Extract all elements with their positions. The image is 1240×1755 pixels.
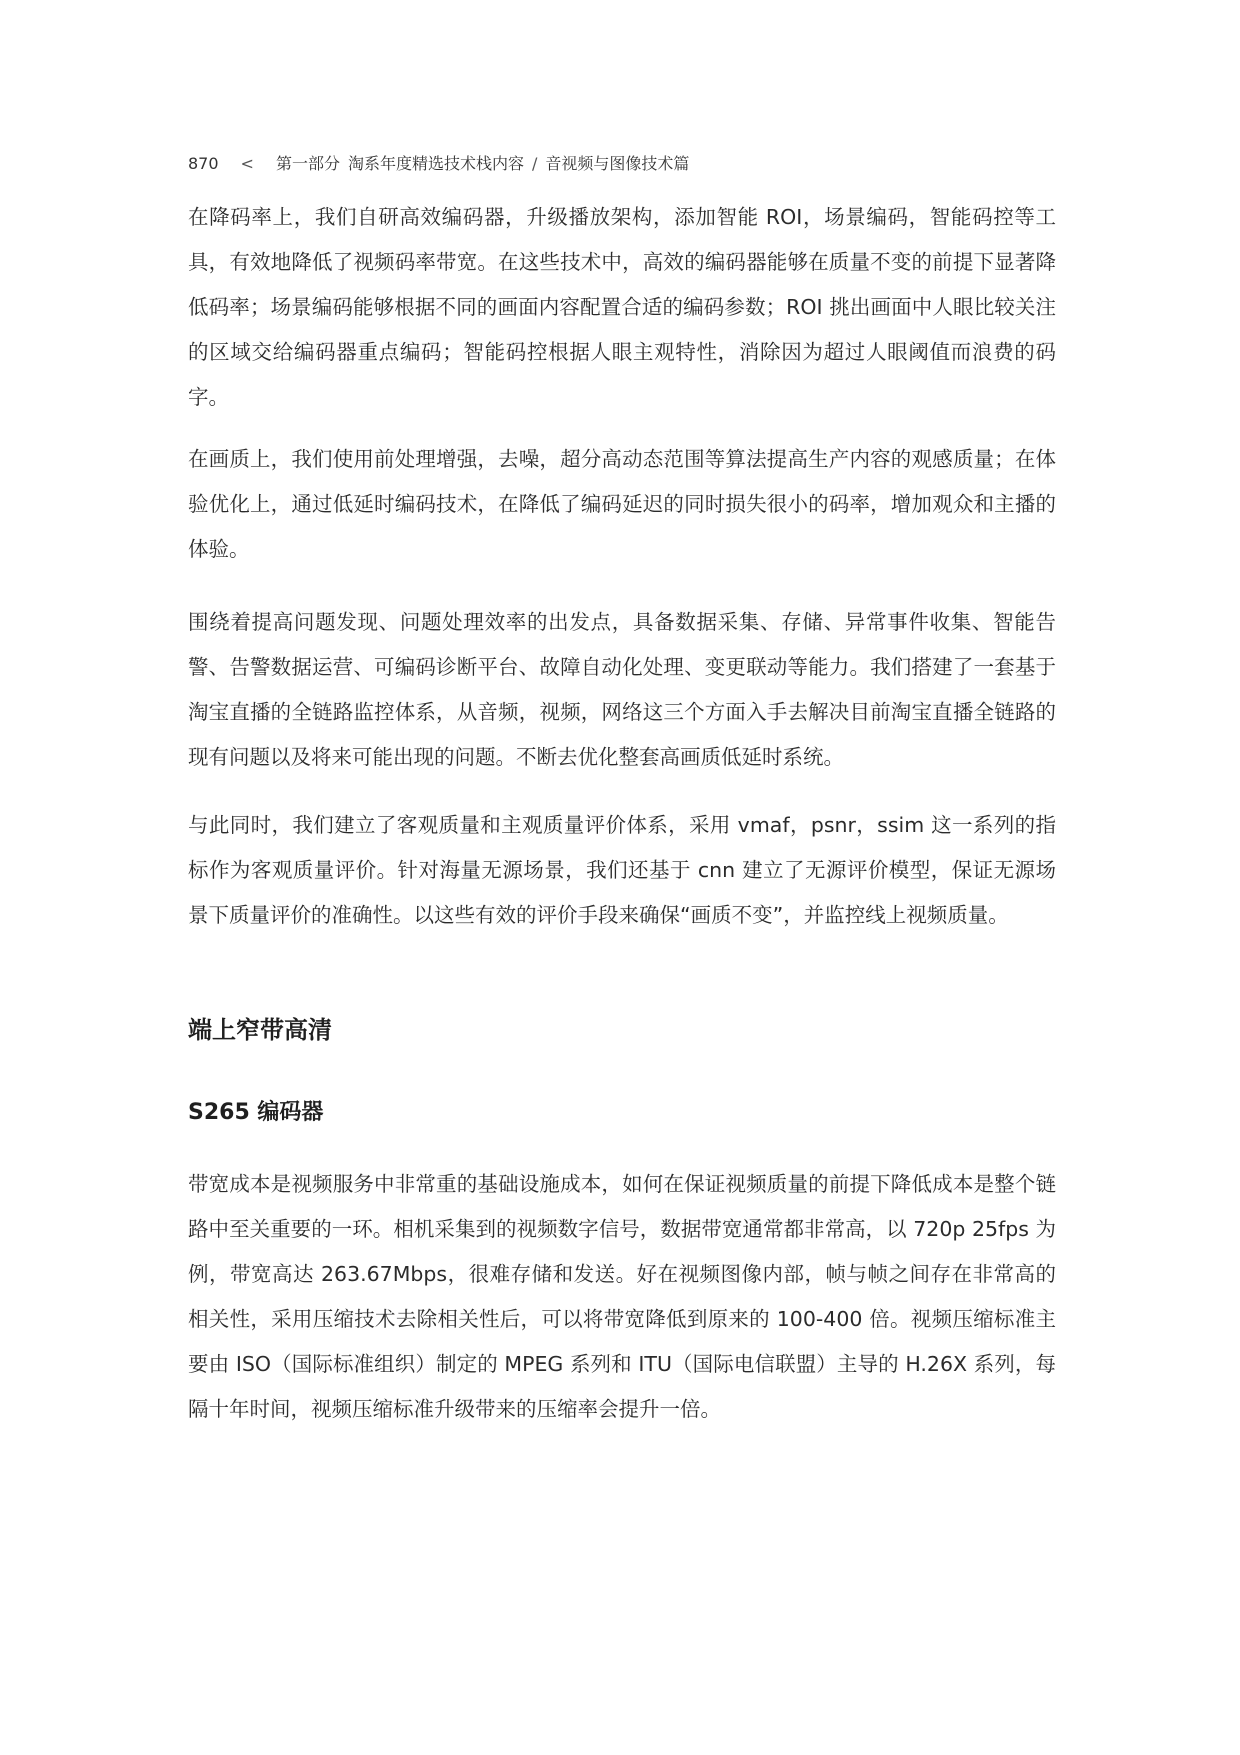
paragraph-evaluation: 与此同时，我们建立了客观质量和主观质量评价体系，采用 vmaf，psnr，ssim 这一系列的指标作为客观质量评价。针对海量无源场景，我们还基于 cnn 建立了无源评价模型，保证无源场景下质量评价的准确性。以这些有效的评价手段来确保“画质不变”，并监控线上视频质量。 (188, 813, 1056, 927)
header-part: 第一部分 (275, 154, 340, 173)
paragraph-bandwidth: 带宽成本是视频服务中非常重的基础设施成本，如何在保证视频质量的前提下降低成本是整个链路中至关重要的一环。相机采集到的视频数字信号，数据带宽通常都非常高，以 720p 25fps 为例，带宽高达 263.67Mbps，很难存储和发送。好在视频图像内部，帧与帧之间存在非常高的相关性，采用压缩技术去除相关性后，可以将带宽降低到原来的 100-400 倍。视频压缩标准主要由 ISO（国际标准组织）制定的 MPEG 系列和 ITU（国际电信联盟）主导的 H.26X 系列，每隔十年时间，视频压缩标准升级带来的压缩率会提升一倍。 (188, 1172, 1056, 1421)
section-heading: 端上窄带高清 (188, 1016, 332, 1044)
chevron-left-icon: < (240, 154, 254, 173)
running-header (188, 152, 689, 176)
paragraph-bitrate: 在降码率上，我们自研高效编码器，升级播放架构，添加智能 ROI，场景编码，智能码控等工具，有效地降低了视频码率带宽。在这些技术中，高效的编码器能够在质量不变的前提下显著降低码率；场景编码能够根据不同的画面内容配置合适的编码参数；ROI 挑出画面中人眼比较关注的区域交给编码器重点编码；智能码控根据人眼主观特性，消除因为超过人眼阈值而浪费的码字。 (188, 205, 1056, 409)
header-collection: 淘系年度精选技术栈内容 (347, 154, 524, 173)
subsection-heading: S265 编码器 (188, 1100, 324, 1125)
page-number: 870 (188, 154, 219, 173)
header-separator: / (531, 154, 538, 173)
paragraph-monitoring: 围绕着提高问题发现、问题处理效率的出发点，具备数据采集、存储、异常事件收集、智能告警、告警数据运营、可编码诊断平台、故障自动化处理、变更联动等能力。我们搭建了一套基于淘宝直播的全链路监控体系，从音频，视频，网络这三个方面入手去解决目前淘宝直播全链路的现有问题以及将来可能出现的问题。不断去优化整套高画质低延时系统。 (188, 610, 1056, 769)
paragraph-quality: 在画质上，我们使用前处理增强，去噪，超分高动态范围等算法提高生产内容的观感质量；在体验优化上，通过低延时编码技术，在降低了编码延迟的同时损失很小的码率，增加观众和主播的体验。 (188, 447, 1056, 561)
header-chapter: 音视频与图像技术篇 (545, 154, 690, 173)
